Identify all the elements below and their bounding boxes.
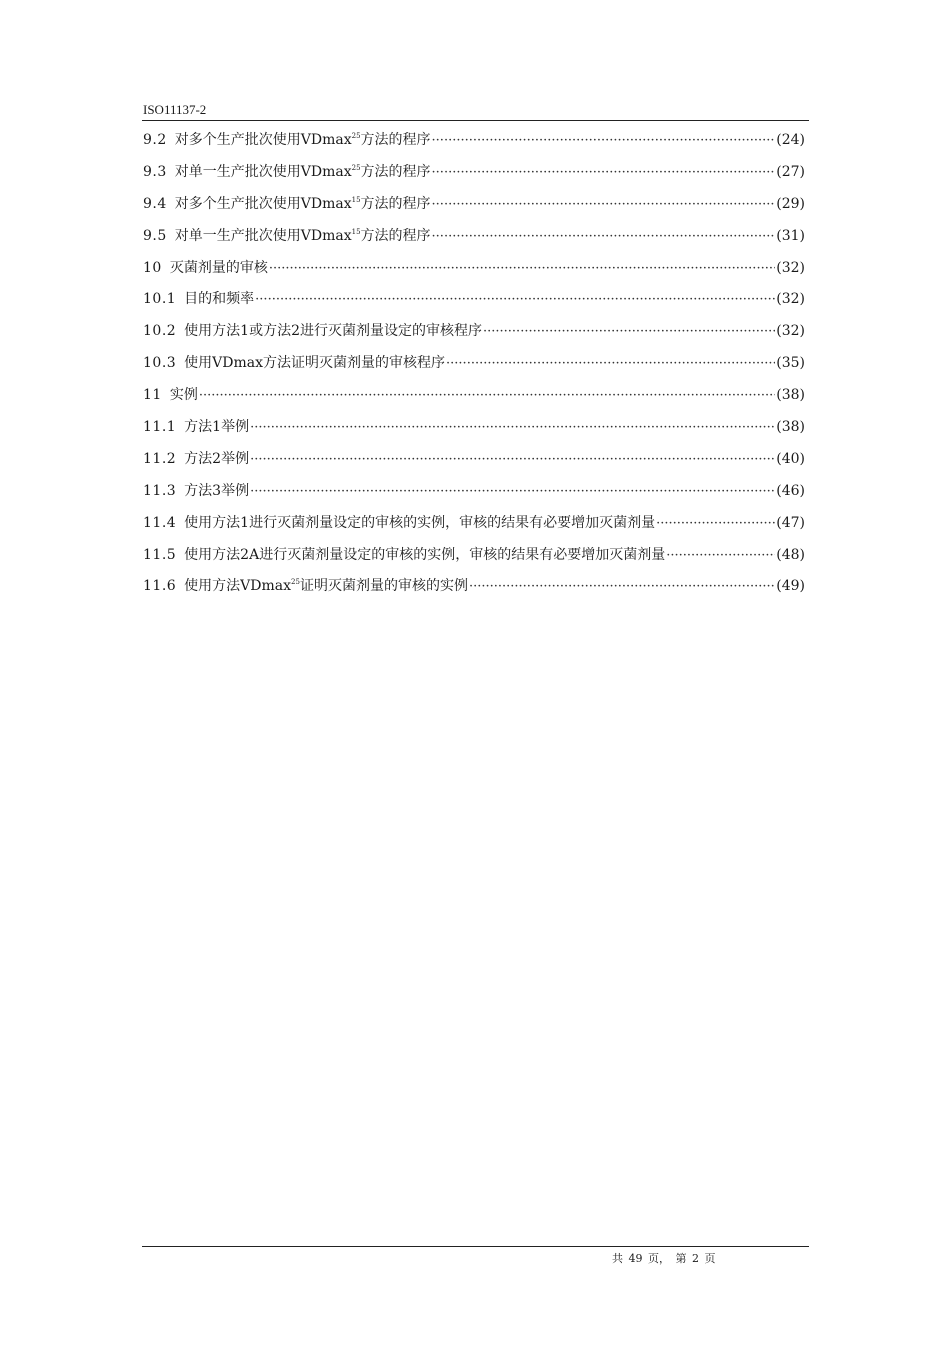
toc-leader-dots	[446, 352, 775, 376]
toc-number: 10.3	[143, 355, 177, 372]
toc-title: 对多个生产批次使用VDmax$^{25}$方法的程序	[174, 132, 431, 148]
toc-number: 11.5	[143, 546, 177, 563]
toc-title: 方法3举例	[184, 482, 250, 499]
toc-number: 10.2	[143, 323, 177, 340]
toc-page-number: (38)	[776, 387, 805, 404]
toc-leader-dots	[432, 225, 776, 249]
toc-page-number: (32)	[776, 323, 805, 340]
toc-leader-dots	[666, 544, 775, 568]
toc-page-number: (46)	[776, 482, 805, 499]
toc-leader-dots	[250, 448, 775, 472]
toc-leader-dots	[483, 320, 775, 344]
toc-entry[interactable]	[143, 192, 805, 224]
toc-number: 11.1	[143, 419, 177, 436]
toc-page-number: (47)	[776, 514, 805, 531]
toc-page-number: (38)	[776, 419, 805, 436]
toc-page-number: (27)	[776, 163, 805, 180]
table-of-contents	[143, 128, 805, 606]
toc-leader-dots	[469, 575, 775, 599]
toc-number: 11.2	[143, 450, 177, 467]
page-header	[142, 100, 809, 121]
toc-entry[interactable]	[143, 256, 805, 288]
toc-title: 目的和频率	[184, 291, 255, 308]
toc-title: 使用方法VDmax$^{25}$证明灭菌剂量的审核的实例	[184, 578, 468, 595]
toc-number: 9.3	[143, 163, 167, 180]
document-id: ISO11137-2	[143, 102, 207, 117]
toc-page-number: (32)	[776, 259, 805, 276]
toc-entry[interactable]	[143, 447, 805, 479]
toc-page-number: (48)	[776, 546, 805, 563]
toc-number: 9.2	[143, 132, 167, 148]
toc-entry[interactable]	[143, 319, 805, 351]
toc-number: 10	[143, 259, 162, 276]
toc-title: 对单一生产批次使用VDmax$^{15}$方法的程序	[174, 227, 431, 244]
toc-entry[interactable]	[143, 479, 805, 511]
toc-number: 9.5	[143, 227, 167, 244]
toc-title: 使用VDmax方法证明灭菌剂量的审核程序	[184, 355, 446, 372]
toc-title: 使用方法1或方法2进行灭菌剂量设定的审核程序	[184, 323, 482, 340]
toc-title: 使用方法1进行灭菌剂量设定的审核的实例，审核的结果有必要增加灭菌剂量	[184, 514, 656, 531]
toc-title: 对多个生产批次使用VDmax$^{15}$方法的程序	[174, 195, 431, 212]
toc-leader-dots	[250, 480, 775, 504]
toc-page-number: (40)	[776, 450, 805, 467]
toc-page-number: (49)	[776, 578, 805, 595]
toc-title: 使用方法2A进行灭菌剂量设定的审核的实例，审核的结果有必要增加灭菌剂量	[184, 546, 666, 563]
toc-number: 10.1	[143, 291, 177, 308]
toc-entry[interactable]	[143, 415, 805, 447]
toc-leader-dots	[255, 288, 775, 312]
toc-page-number: (32)	[776, 291, 805, 308]
toc-entry[interactable]	[143, 160, 805, 192]
toc-leader-dots	[199, 384, 775, 408]
toc-number: 11	[143, 387, 162, 404]
toc-entry[interactable]	[143, 224, 805, 256]
toc-title: 对单一生产批次使用VDmax$^{25}$方法的程序	[174, 163, 431, 180]
toc-leader-dots	[432, 193, 776, 217]
toc-entry[interactable]	[143, 351, 805, 383]
toc-title: 灭菌剂量的审核	[169, 259, 268, 276]
toc-number: 11.3	[143, 482, 177, 499]
toc-title: 实例	[169, 387, 198, 404]
toc-title: 方法1举例	[184, 419, 250, 436]
toc-page-number: (35)	[776, 355, 805, 372]
toc-entry[interactable]	[143, 543, 805, 575]
toc-page-number: (31)	[776, 227, 805, 244]
toc-entry[interactable]	[143, 128, 805, 160]
toc-leader-dots	[269, 257, 775, 281]
toc-entry[interactable]	[143, 511, 805, 543]
toc-page-number: (24)	[776, 132, 805, 148]
toc-page-number: (29)	[776, 195, 805, 212]
toc-leader-dots	[656, 512, 775, 536]
toc-leader-dots	[432, 161, 776, 185]
toc-entry[interactable]	[143, 574, 805, 606]
toc-leader-dots	[432, 129, 776, 153]
toc-number: 9.4	[143, 195, 167, 212]
toc-entry[interactable]	[143, 287, 805, 319]
toc-title: 方法2举例	[184, 450, 250, 467]
toc-number: 11.4	[143, 514, 177, 531]
footer-divider	[142, 1246, 809, 1247]
toc-leader-dots	[250, 416, 775, 440]
toc-number: 11.6	[143, 578, 177, 595]
toc-entry[interactable]	[143, 383, 805, 415]
page-counter: 共 49 页， 第 2 页	[612, 1252, 716, 1265]
